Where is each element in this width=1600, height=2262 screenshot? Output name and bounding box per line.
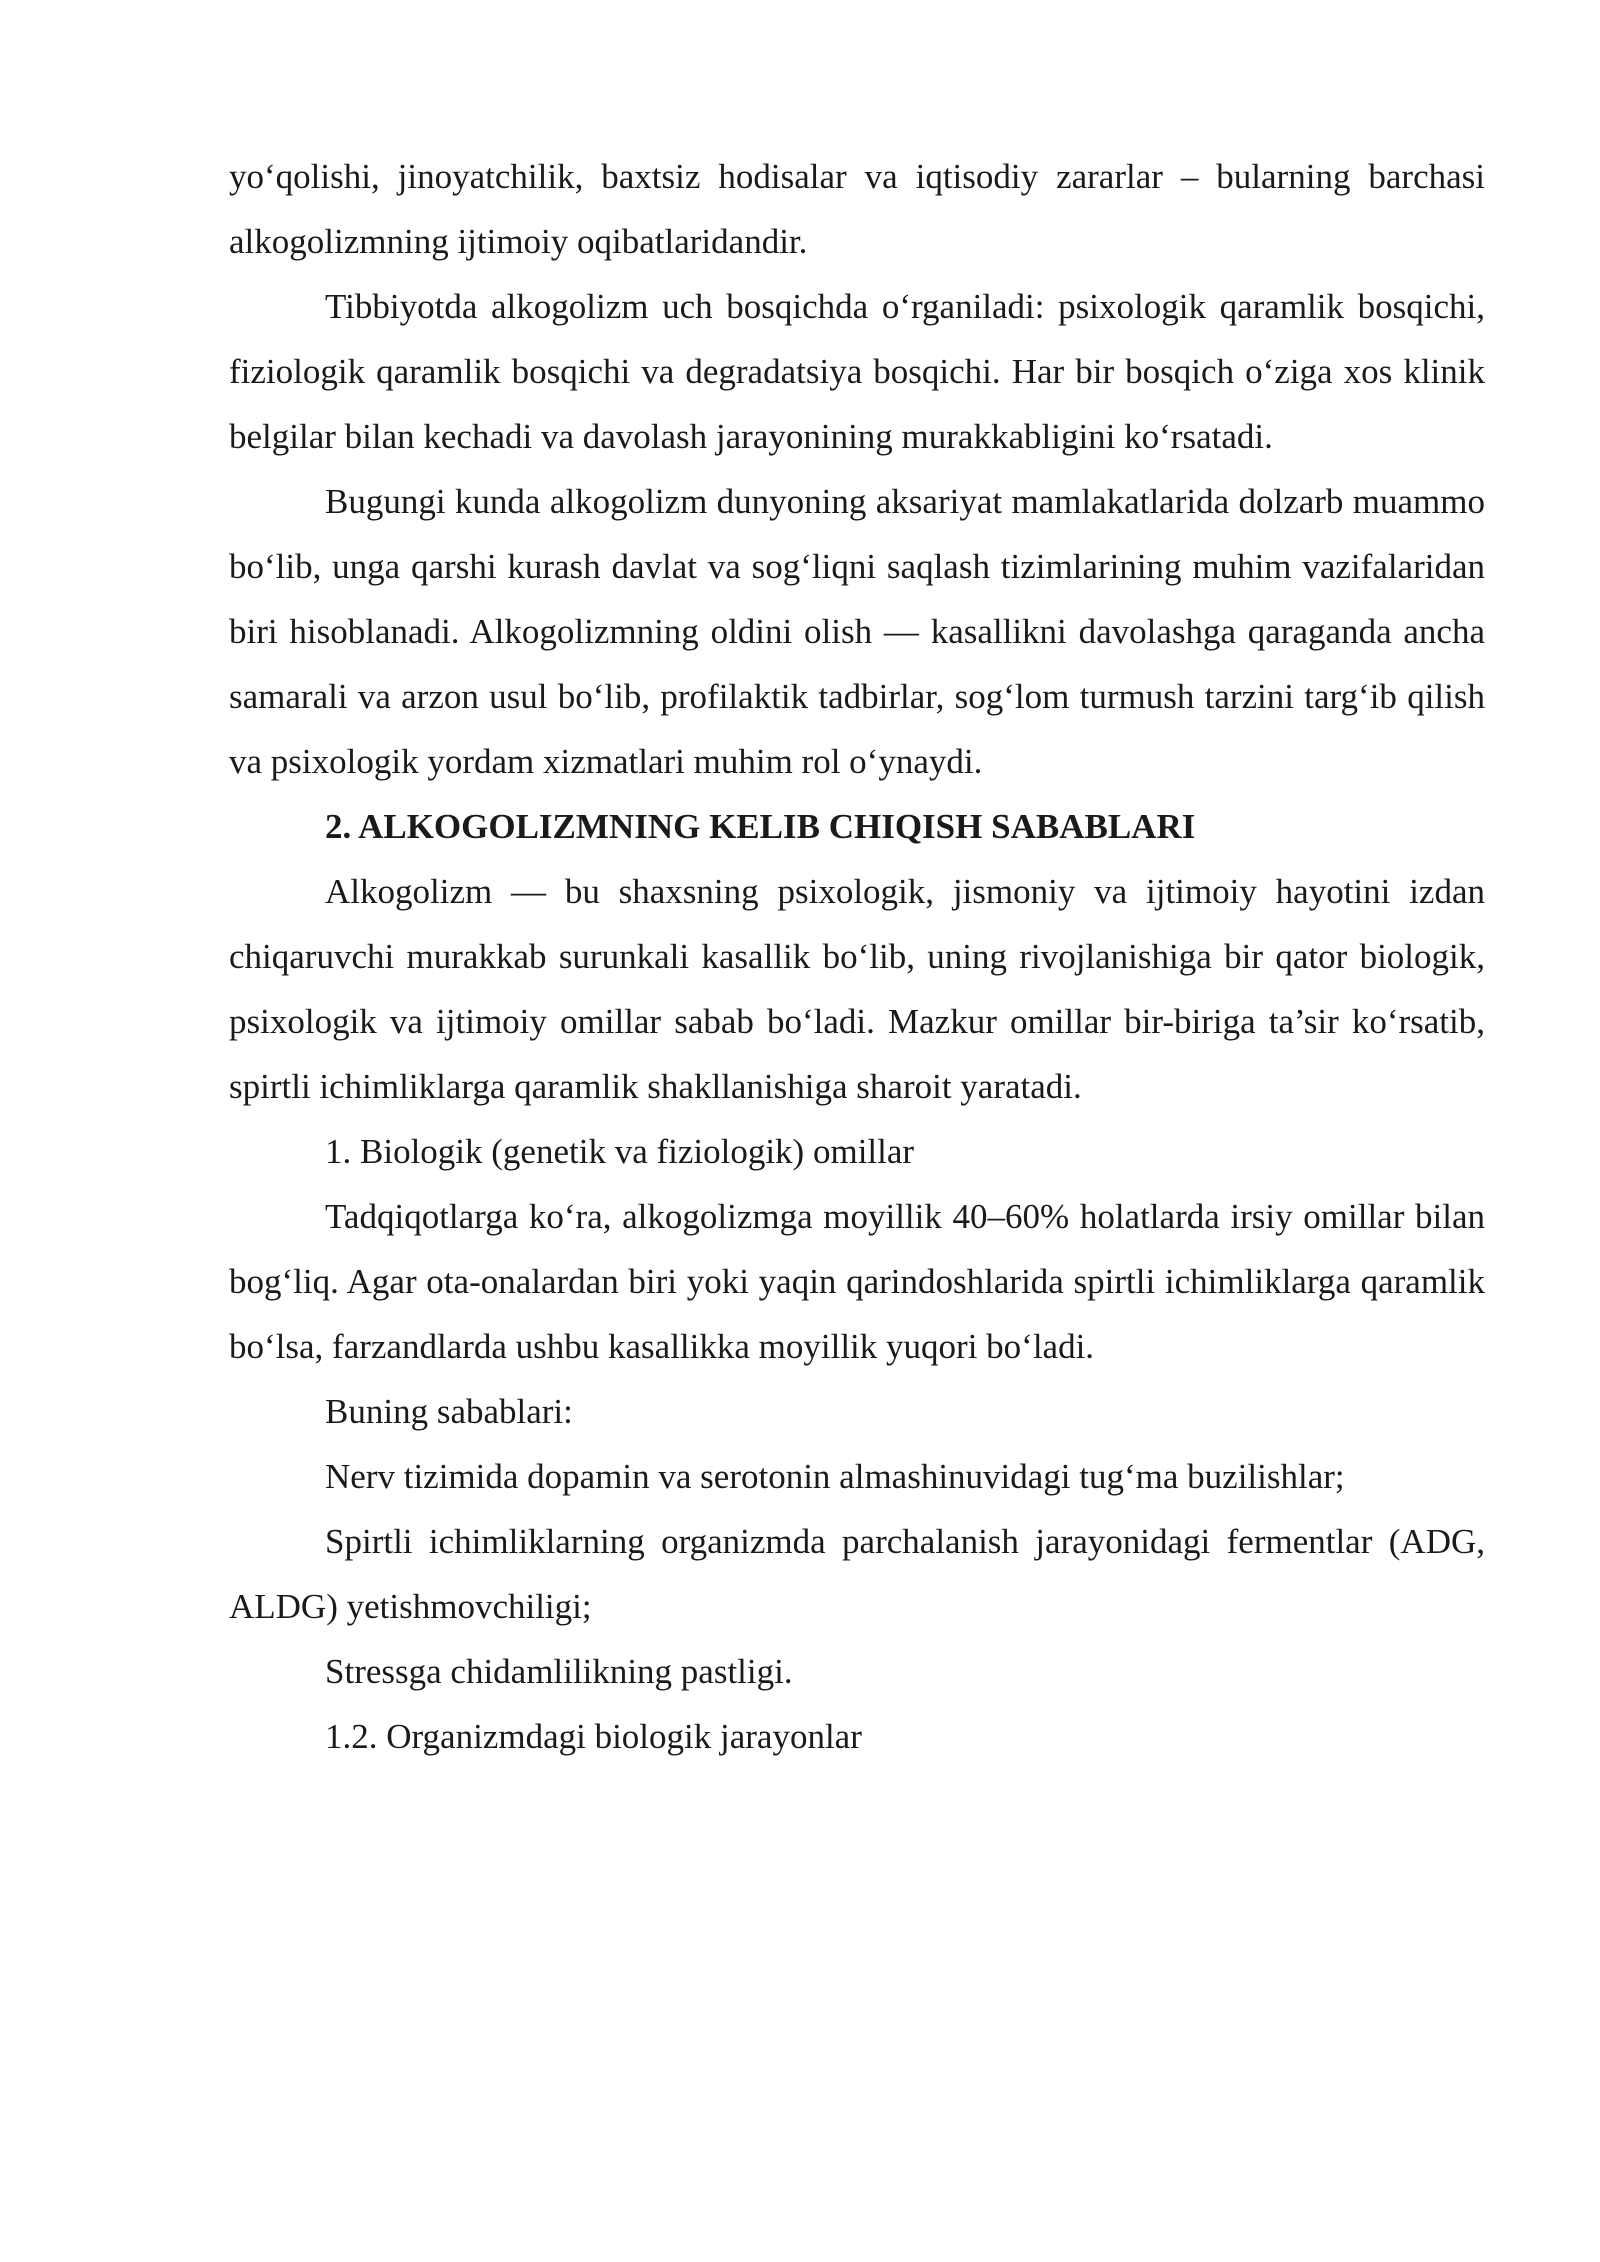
paragraph-stages: Tibbiyotda alkogolizm uch bosqichda o‘rganiladi: psixologik qaramlik bosqichi, fiziologik qaramlik bosqichi va degradatsiya bosqichi. Har bir bosqich o‘ziga xos klinik belgilar bilan kechadi va davolash jarayonining murakkabligini ko‘rsatadi.	[229, 287, 1485, 456]
paragraph-research: Tadqiqotlarga ko‘ra, alkogolizmga moyillik 40–60% holatlarda irsiy omillar bilan bog‘liq. Agar ota-onalardan biri yoki yaqin qarindoshlarida spirtli ichimliklarga qaramlik bo‘lsa, farzandlarda ushbu kasallikka moyillik yuqori bo‘ladi.	[229, 1197, 1485, 1366]
section-heading: 2. ALKOGOLIZMNING KELIB CHIQISH SABABLARI	[325, 807, 1196, 846]
list-item-stress: Stressga chidamlilikning pastligi.	[325, 1652, 793, 1691]
document-body	[229, 144, 1485, 1769]
list-item-enzymes: Spirtli ichimliklarning organizmda parchalanish jarayonidagi fermentlar (ADG, ALDG) yetishmovchiligi;	[229, 1522, 1485, 1626]
subheading-biological-processes: 1.2. Organizmdagi biologik jarayonlar	[325, 1717, 862, 1756]
paragraph-definition: Alkogolizm — bu shaxsning psixologik, jismoniy va ijtimoiy hayotini izdan chiqaruvchi murakkab surunkali kasallik bo‘lib, uning rivojlanishiga bir qator biologik, psixologik va ijtimoiy omillar sabab bo‘ladi. Mazkur omillar bir-biriga ta’sir ko‘rsatib, spirtli ichimliklarga qaramlik shakllanishiga sharoit yaratadi.	[229, 872, 1485, 1106]
paragraph-reasons-intro: Buning sabablari:	[325, 1392, 573, 1431]
subheading-biological-factors: 1. Biologik (genetik va fiziologik) omillar	[325, 1132, 915, 1171]
list-item-nervous-system: Nerv tizimida dopamin va serotonin almashinuvidagi tug‘ma buzilishlar;	[325, 1457, 1345, 1496]
paragraph-today: Bugungi kunda alkogolizm dunyoning aksariyat mamlakatlarida dolzarb muammo bo‘lib, unga qarshi kurash davlat va sog‘liqni saqlash tizimlarining muhim vazifalaridan biri hisoblanadi. Alkogolizmning oldini olish — kasallikni davolashga qaraganda ancha samarali va arzon usul bo‘lib, profilaktik tadbirlar, sog‘lom turmush tarzini targ‘ib qilish va psixologik yordam xizmatlari muhim rol o‘ynaydi.	[229, 482, 1485, 781]
paragraph-continuation: yo‘qolishi, jinoyatchilik, baxtsiz hodisalar va iqtisodiy zararlar – bularning barchasi alkogolizmning ijtimoiy oqibatlaridandir.	[229, 157, 1485, 261]
